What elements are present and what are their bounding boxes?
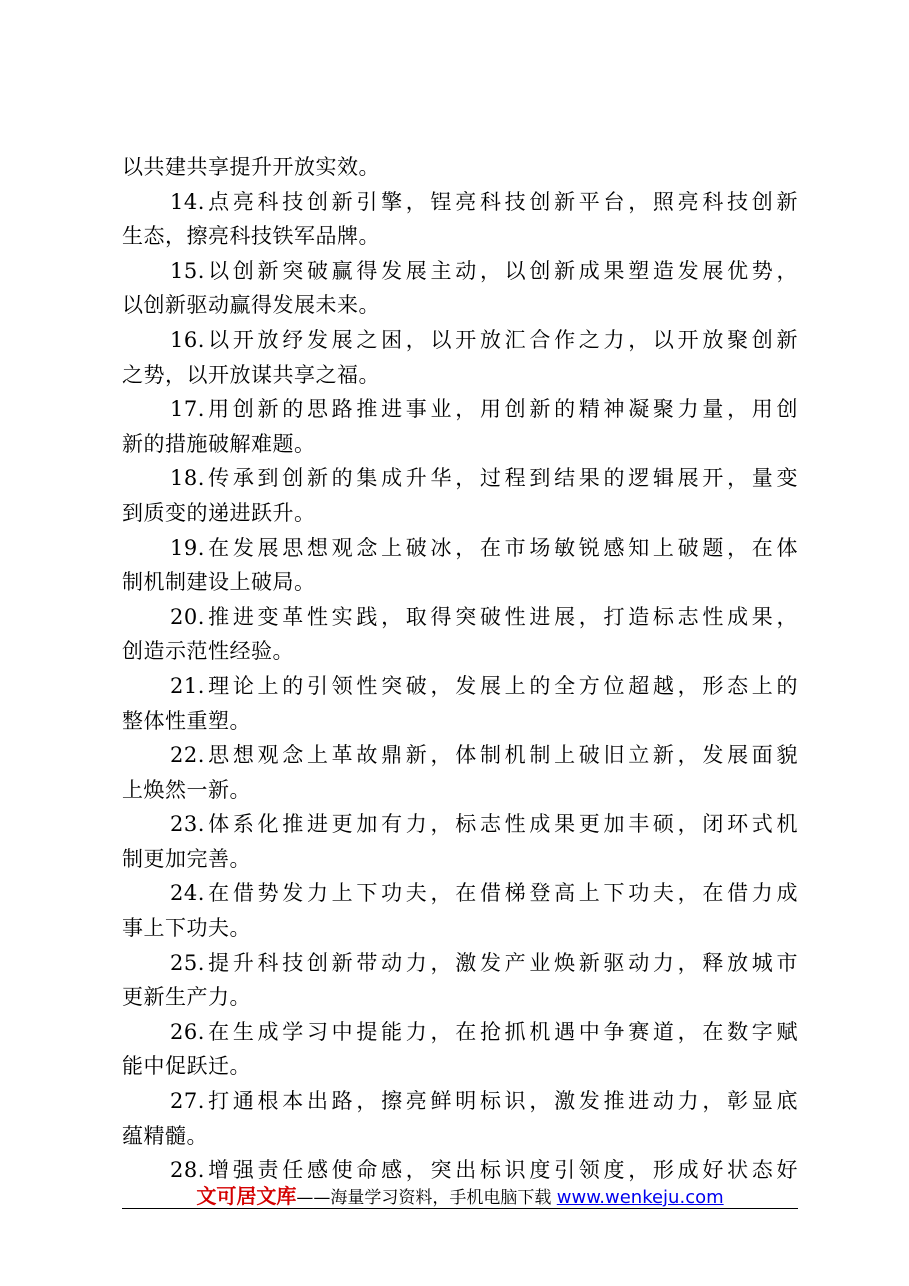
text-line: 以共建共享提升开放实效。 <box>122 155 380 179</box>
text-line: 17.用创新的思路推进事业，用创新的精神凝聚力量，用创 <box>170 397 798 422</box>
footer-tagline: ——海量学习资料，手机电脑下载 <box>296 1188 557 1208</box>
text-line: 整体性重塑。 <box>122 708 251 733</box>
text-line: 上焕然一新。 <box>122 777 251 802</box>
text-line: 21.理论上的引领性突破，发展上的全方位超越，形态上的 <box>170 673 798 698</box>
text-line: 制机制建设上破局。 <box>122 570 316 595</box>
text-line: 25.提升科技创新带动力，激发产业焕新驱动力，释放城市 <box>170 950 798 975</box>
text-line: 19.在发展思想观念上破冰，在市场敏锐感知上破题，在体 <box>170 535 798 560</box>
text-line: 28.增强责任感使命感，突出标识度引领度，形成好状态好 <box>170 1158 798 1183</box>
text-line: 20.推进变革性实践，取得突破性进展，打造标志性成果， <box>170 604 798 629</box>
text-line: 23.体系化推进更加有力，标志性成果更加丰硕，闭环式机 <box>170 812 798 837</box>
footer-divider <box>122 1208 798 1209</box>
text-line: 创造示范性经验。 <box>122 639 294 664</box>
text-line: 24.在借势发力上下功夫，在借梯登高上下功夫，在借力成 <box>170 881 798 906</box>
text-line: 能中促跃迁。 <box>122 1054 251 1079</box>
footer-link[interactable]: www.wenkeju.com <box>556 1187 724 1208</box>
document-body <box>122 150 798 1188</box>
text-line: 18.传承到创新的集成升华，过程到结果的逻辑展开，量变 <box>170 466 798 491</box>
text-line: 之势，以开放谋共享之福。 <box>122 362 380 387</box>
text-line: 蕴精髓。 <box>122 1123 208 1148</box>
text-line: 制更加完善。 <box>122 846 251 871</box>
text-line: 22.思想观念上革故鼎新，体制机制上破旧立新，发展面貌 <box>170 743 798 768</box>
text-line: 14.点亮科技创新引擎，锃亮科技创新平台，照亮科技创新 <box>170 189 798 214</box>
text-line: 以创新驱动赢得发展未来。 <box>122 293 380 318</box>
footer-brand: 文可居文库 <box>196 1184 297 1208</box>
text-line: 16.以开放纾发展之困，以开放汇合作之力，以开放聚创新 <box>170 327 798 352</box>
text-line: 26.在生成学习中提能力，在抢抓机遇中争赛道，在数字赋 <box>170 1019 798 1044</box>
text-line: 27.打通根本出路，擦亮鲜明标识，激发推进动力，彰显底 <box>170 1089 798 1114</box>
text-line: 到质变的递进跃升。 <box>122 500 316 525</box>
text-line: 新的措施破解难题。 <box>122 431 316 456</box>
text-line: 15.以创新突破赢得发展主动，以创新成果塑造发展优势， <box>170 258 798 283</box>
text-line: 事上下功夫。 <box>122 916 251 941</box>
text-line: 生态，擦亮科技铁军品牌。 <box>122 224 380 249</box>
text-line: 更新生产力。 <box>122 985 251 1010</box>
